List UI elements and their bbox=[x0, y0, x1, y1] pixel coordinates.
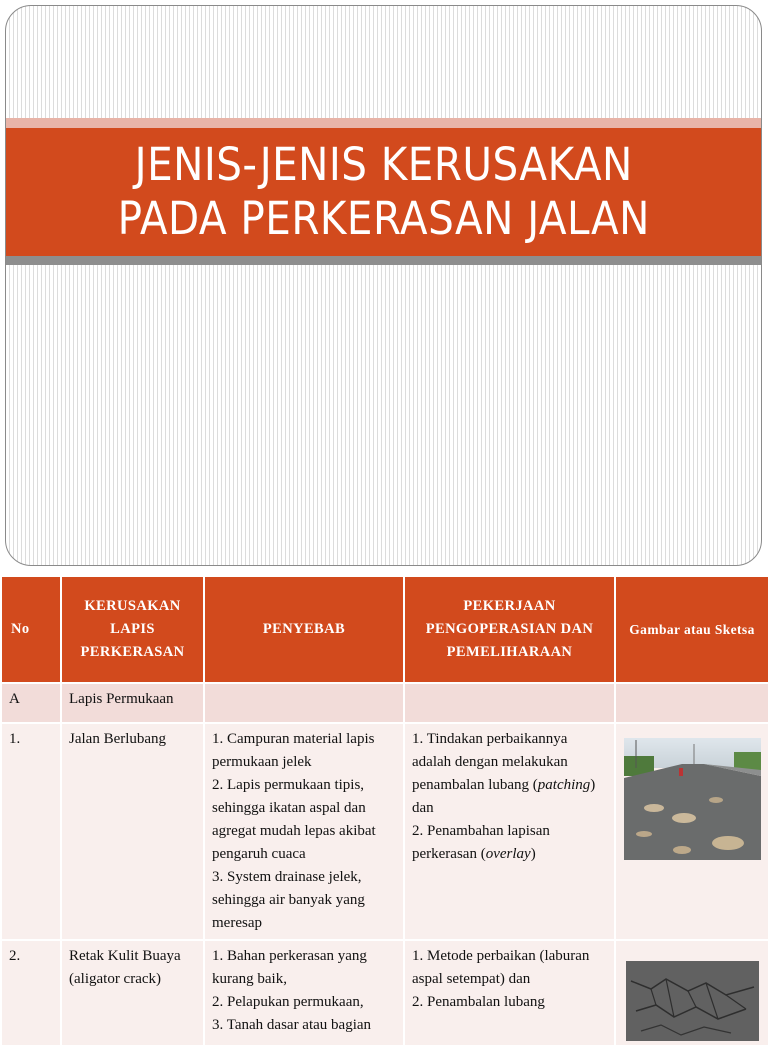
table-header-row bbox=[1, 576, 769, 683]
penyebab-item: 3. Tanah dasar atau bagian bbox=[212, 1017, 372, 1033]
cell-penyebab bbox=[204, 723, 404, 940]
pekerjaan-paren-open: ( bbox=[532, 777, 538, 793]
damage-table bbox=[0, 575, 770, 1047]
pekerjaan-paren-close: ) dan bbox=[412, 777, 596, 816]
cell-gambar bbox=[615, 683, 769, 723]
cell-no: A bbox=[1, 683, 61, 723]
pekerjaan-item bbox=[412, 728, 607, 820]
title-slide bbox=[5, 5, 762, 566]
pekerjaan-text: 2. Penambahan lapisan perkerasan bbox=[412, 823, 550, 862]
header-gambar: Gambar atau Sketsa bbox=[615, 576, 769, 683]
table-row bbox=[1, 683, 769, 723]
pekerjaan-text: 1. Tindakan perbaikannya adalah dengan melakukan penambalan lubang bbox=[412, 731, 568, 793]
damage-table-container bbox=[0, 575, 768, 1033]
header-penyebab: PENYEBAB bbox=[204, 576, 404, 683]
pekerjaan-term-overlay: overlay bbox=[485, 846, 531, 862]
pekerjaan-item: 2. Penambalan lubang bbox=[412, 994, 545, 1010]
title-band-bottom-stripe bbox=[6, 256, 761, 265]
title-band-top-stripe bbox=[6, 118, 761, 128]
penyebab-item: 2. Pelapukan permukaan, bbox=[212, 994, 364, 1010]
cell-kerusakan bbox=[61, 940, 204, 1046]
pekerjaan-paren-close: ) bbox=[530, 846, 536, 862]
cell-pekerjaan bbox=[404, 723, 615, 940]
title-band bbox=[6, 128, 761, 256]
penyebab-item: 3. System drainase jelek, sehingga air banyak yang meresap bbox=[212, 869, 365, 931]
table-row bbox=[1, 723, 769, 940]
header-pekerjaan: PEKERJAAN PENGOPERASIAN DAN PEMELIHARAAN bbox=[404, 576, 615, 683]
header-no: No bbox=[1, 576, 61, 683]
penyebab-item: 2. Lapis permukaan tipis, sehingga ikatan aspal dan agregat mudah lepas akibat pengaruh cuaca bbox=[212, 777, 376, 862]
pothole-road-photo bbox=[624, 738, 761, 860]
cell-gambar bbox=[615, 723, 769, 940]
kerusakan-line: Retak Kulit Buaya bbox=[69, 948, 181, 964]
cell-penyebab bbox=[204, 683, 404, 723]
cell-pekerjaan bbox=[404, 683, 615, 723]
pekerjaan-item: 1. Metode perbaikan (laburan aspal setempat) dan bbox=[412, 948, 590, 987]
kerusakan-line: (aligator crack) bbox=[69, 971, 162, 987]
penyebab-item: 1. Bahan perkerasan yang kurang baik, bbox=[212, 948, 367, 987]
pekerjaan-term-patching: patching bbox=[537, 777, 591, 793]
cell-kerusakan: Jalan Berlubang bbox=[61, 723, 204, 940]
alligator-crack-photo bbox=[626, 961, 759, 1041]
slide-title-line-1: JENIS-JENIS KERUSAKAN bbox=[134, 138, 633, 191]
cell-no: 1. bbox=[1, 723, 61, 940]
cell-gambar bbox=[615, 940, 769, 1046]
cell-pekerjaan bbox=[404, 940, 615, 1046]
cell-penyebab bbox=[204, 940, 404, 1046]
pekerjaan-paren-open: ( bbox=[480, 846, 486, 862]
penyebab-item: 1. Campuran material lapis permukaan jelek bbox=[212, 731, 375, 770]
cell-no: 2. bbox=[1, 940, 61, 1046]
slide-title-line-2: PADA PERKERASAN JALAN bbox=[117, 192, 650, 245]
table-row bbox=[1, 940, 769, 1046]
cell-kerusakan: Lapis Permukaan bbox=[61, 683, 204, 723]
pekerjaan-item bbox=[412, 820, 607, 866]
header-kerusakan: KERUSAKAN LAPIS PERKERASAN bbox=[61, 576, 204, 683]
